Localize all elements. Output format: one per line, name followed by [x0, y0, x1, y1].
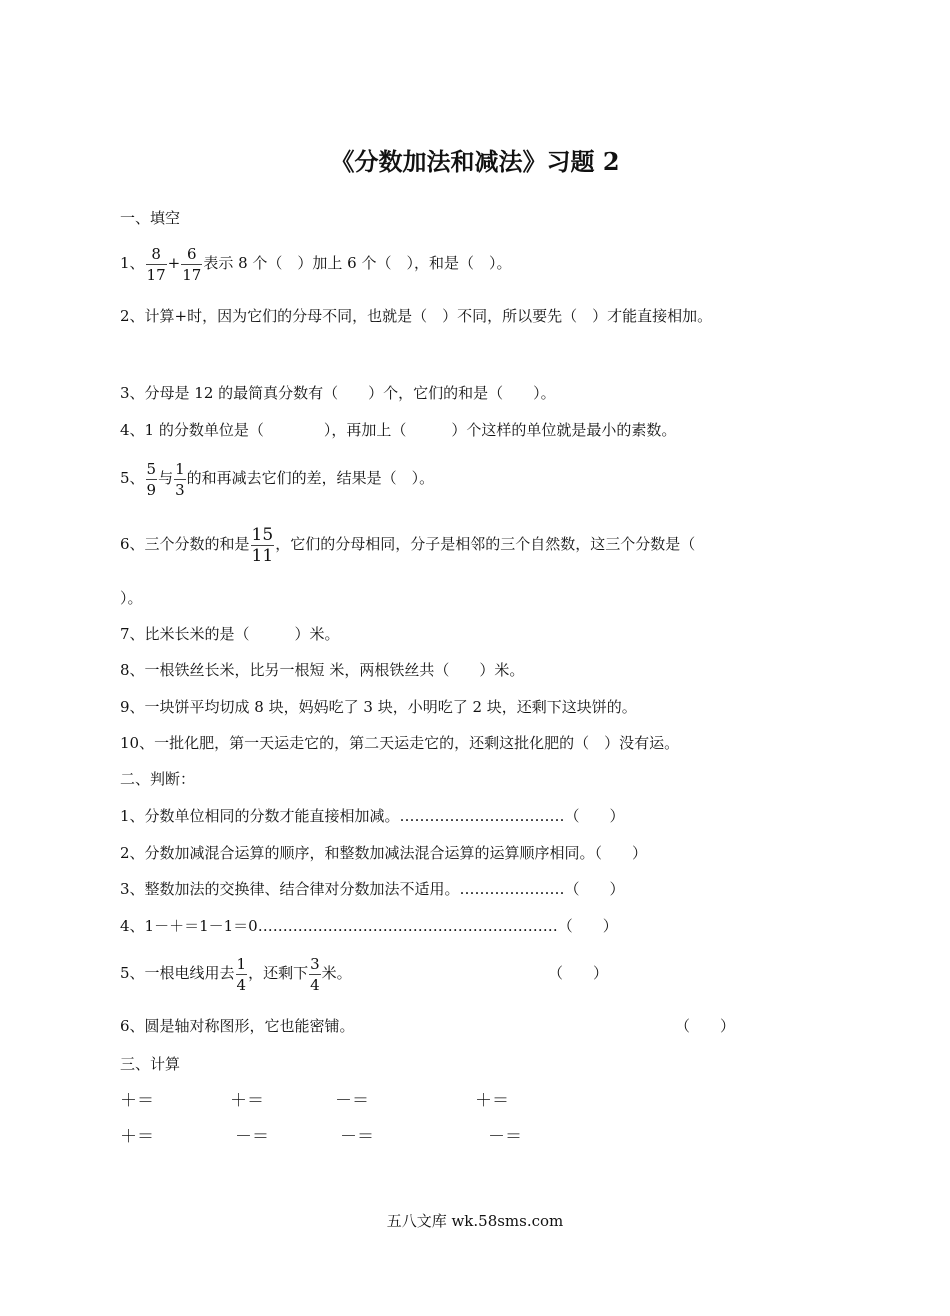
section-heading-calc: 三、计算 [120, 1055, 181, 1073]
q-text: 表示 8 个（ ）加上 6 个（ ），和是（ ）。 [203, 254, 512, 272]
question-1-3: 3、分母是 12 的最简真分数有（ ）个，它们的和是（ ）。 [120, 384, 556, 402]
q-text-pre: 6、三个分数的和是 [120, 535, 250, 553]
fraction-15-11 [251, 525, 275, 566]
numerator: 1 [236, 954, 247, 973]
q-text: 的和再减去它们的差，结果是（ ）。 [186, 469, 435, 487]
numerator: 6 [186, 244, 197, 263]
denominator: 3 [175, 480, 185, 499]
denominator: 9 [146, 480, 157, 499]
calc-row-2-item-2: －＝ [235, 1127, 269, 1147]
denominator: 11 [251, 545, 274, 566]
denominator: 4 [310, 975, 320, 994]
q-text-pre: 5、一根电线用去 [120, 964, 235, 982]
fraction-1-3 [174, 459, 186, 500]
denominator: 4 [236, 975, 247, 994]
q-unit: 米。 [321, 964, 352, 982]
calc-row-2-item-1: ＋＝ [120, 1127, 154, 1147]
question-1-6 [120, 523, 695, 566]
fraction-3-4 [309, 954, 321, 995]
q-number: 5、 [120, 469, 145, 487]
question-1-8: 8、一根铁丝长米，比另一根短 米，两根铁丝共（ ）米。 [120, 661, 525, 679]
q-text-mid: ，还剩下 [248, 964, 309, 982]
page-title: 《分数加法和减法》习题 2 [330, 147, 620, 176]
question-1-5 [120, 458, 434, 500]
fraction-6-17 [181, 244, 202, 285]
numerator: 5 [146, 459, 157, 478]
question-1-4: 4、1 的分数单位是（ ），再加上（ ）个这样的单位就是最小的素数。 [120, 421, 677, 439]
question-1-1 [120, 243, 511, 285]
answer-paren-2-5: （ ） [548, 964, 609, 982]
calc-row-1-item-3: －＝ [335, 1091, 369, 1111]
question-2-4: 4、1－＋＝1－1＝0……………………………………………………（ ） [120, 917, 618, 935]
fraction-5-9 [146, 459, 158, 500]
numerator: 15 [251, 524, 274, 545]
calc-row-1-item-4: ＋＝ [475, 1091, 509, 1111]
answer-paren-2-6: （ ） [675, 1017, 736, 1035]
question-1-7: 7、比米长米的是（ ）米。 [120, 625, 340, 643]
section-heading-judge: 二、判断： [120, 770, 196, 788]
numerator: 3 [310, 954, 320, 973]
fraction-8-17 [146, 244, 167, 285]
question-1-6-cont: ）。 [120, 589, 143, 607]
calc-row-2-item-3: －＝ [340, 1127, 374, 1147]
question-2-2: 2、分数加减混合运算的顺序，和整数加减法混合运算的运算顺序相同。（ ） [120, 844, 648, 862]
question-1-9: 9、一块饼平均切成 8 块，妈妈吃了 3 块，小明吃了 2 块，还剩下这块饼的。 [120, 698, 637, 716]
numerator: 1 [175, 459, 185, 478]
calc-row-1-item-1: ＋＝ [120, 1091, 154, 1111]
question-2-1: 1、分数单位相同的分数才能直接相加减。……………………………（ ） [120, 807, 625, 825]
question-1-10: 10、一批化肥，第一天运走它的，第二天运走它的，还剩这批化肥的（ ）没有运。 [120, 734, 680, 752]
question-2-5 [120, 953, 352, 995]
calc-row-1-item-2: ＋＝ [230, 1091, 264, 1111]
fraction-1-4 [236, 954, 248, 995]
numerator: 8 [151, 244, 161, 263]
question-1-2: 2、计算+时，因为它们的分母不同，也就是（ ）不同，所以要先（ ）才能直接相加。 [120, 307, 713, 325]
section-heading-fill-in: 一、填空 [120, 209, 181, 227]
q-text: ，它们的分母相同，分子是相邻的三个自然数，这三个分数是（ [275, 535, 696, 553]
calc-row-2-item-4: －＝ [488, 1127, 522, 1147]
q-number: 1、 [120, 254, 145, 272]
plus-sign: + [167, 254, 181, 272]
q-text-mid: 与 [158, 469, 174, 487]
question-2-3: 3、整数加法的交换律、结合律对分数加法不适用。…………………（ ） [120, 880, 625, 898]
question-2-6: 6、圆是轴对称图形，它也能密铺。 [120, 1017, 355, 1035]
denominator: 17 [146, 265, 166, 284]
denominator: 17 [182, 265, 202, 284]
footer-source: 五八文库 wk.58sms.com [386, 1212, 564, 1230]
